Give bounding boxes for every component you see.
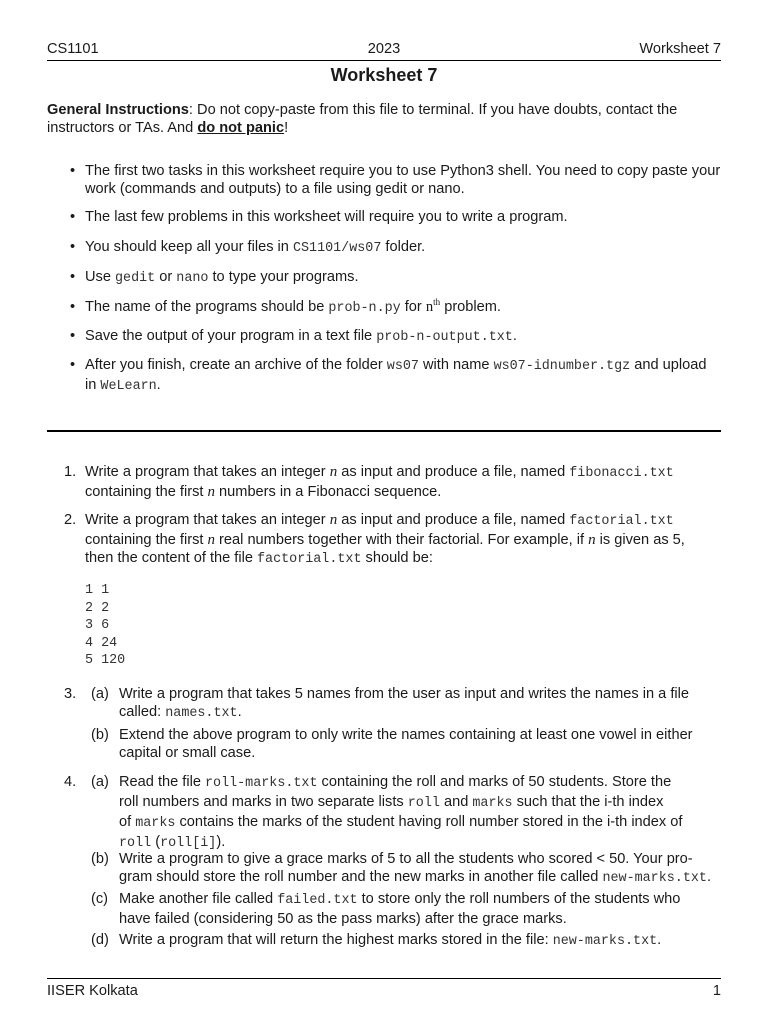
bullet-text: The name of the programs should be prob-n.py for $n^{th}$ problem. (85, 297, 501, 316)
bullet-text: Use gedit or nano to type your programs. (85, 269, 359, 286)
output-line: 3 6 (85, 618, 110, 633)
header-rule (47, 60, 721, 61)
section-divider (47, 430, 721, 432)
do-not-panic: do not panic (197, 120, 285, 136)
bullet-text: Save the output of your program in a text file prob-n-output.txt. (85, 328, 517, 345)
fibonacci-file: fibonacci.txt (569, 466, 674, 481)
program-name: prob-n.py (328, 301, 401, 316)
factorial-file: factorial.txt (569, 514, 674, 529)
output-line: 1 1 (85, 583, 110, 598)
output-line: 2 2 (85, 600, 110, 616)
editor-name: nano (176, 271, 209, 286)
bullet-text: The first two tasks in this worksheet require you to use Python3 shell. You need to copy paste your work (commands and outputs) to a file using gedit or nano. (85, 163, 721, 197)
bullet-text: After you finish, create an archive of the folder ws07 with name ws07-idnumber.tgz and upload in WeLearn. (85, 357, 707, 394)
instructions-label: General Instructions (47, 102, 189, 118)
output-file-name: prob-n-output.txt (376, 330, 513, 345)
output-line: 4 24 (85, 635, 118, 651)
failed-file: failed.txt (277, 893, 358, 908)
bullet-text: The last few problems in this worksheet will require you to write a program. (85, 209, 568, 225)
header-year: 2023 (367, 41, 401, 57)
instructions-end: ! (284, 120, 289, 136)
names-file: names.txt (165, 706, 238, 721)
instructions-text: : Do not copy-paste from this file to terminal. If you have doubts, contact the instructors or TAs. And (47, 102, 678, 136)
footer-institute: IISER Kolkata (47, 983, 138, 999)
footer-rule (47, 978, 721, 979)
editor-name: gedit (115, 271, 156, 286)
page-title: Worksheet 7 (330, 65, 438, 85)
header-worksheet: Worksheet 7 (639, 41, 721, 57)
bullet-text: You should keep all your files in CS1101/ws07 folder. (85, 239, 426, 256)
output-line: 5 120 (85, 653, 126, 668)
new-marks-file: new-marks.txt (602, 871, 707, 886)
roll-marks-file: roll-marks.txt (205, 776, 318, 791)
general-instructions (47, 101, 727, 137)
header-course: CS1101 (47, 41, 99, 57)
archive-name: ws07-idnumber.tgz (493, 359, 631, 374)
factorial-output (85, 582, 125, 670)
page-number: 1 (712, 983, 721, 999)
folder-path: CS1101/ws07 (292, 241, 382, 256)
